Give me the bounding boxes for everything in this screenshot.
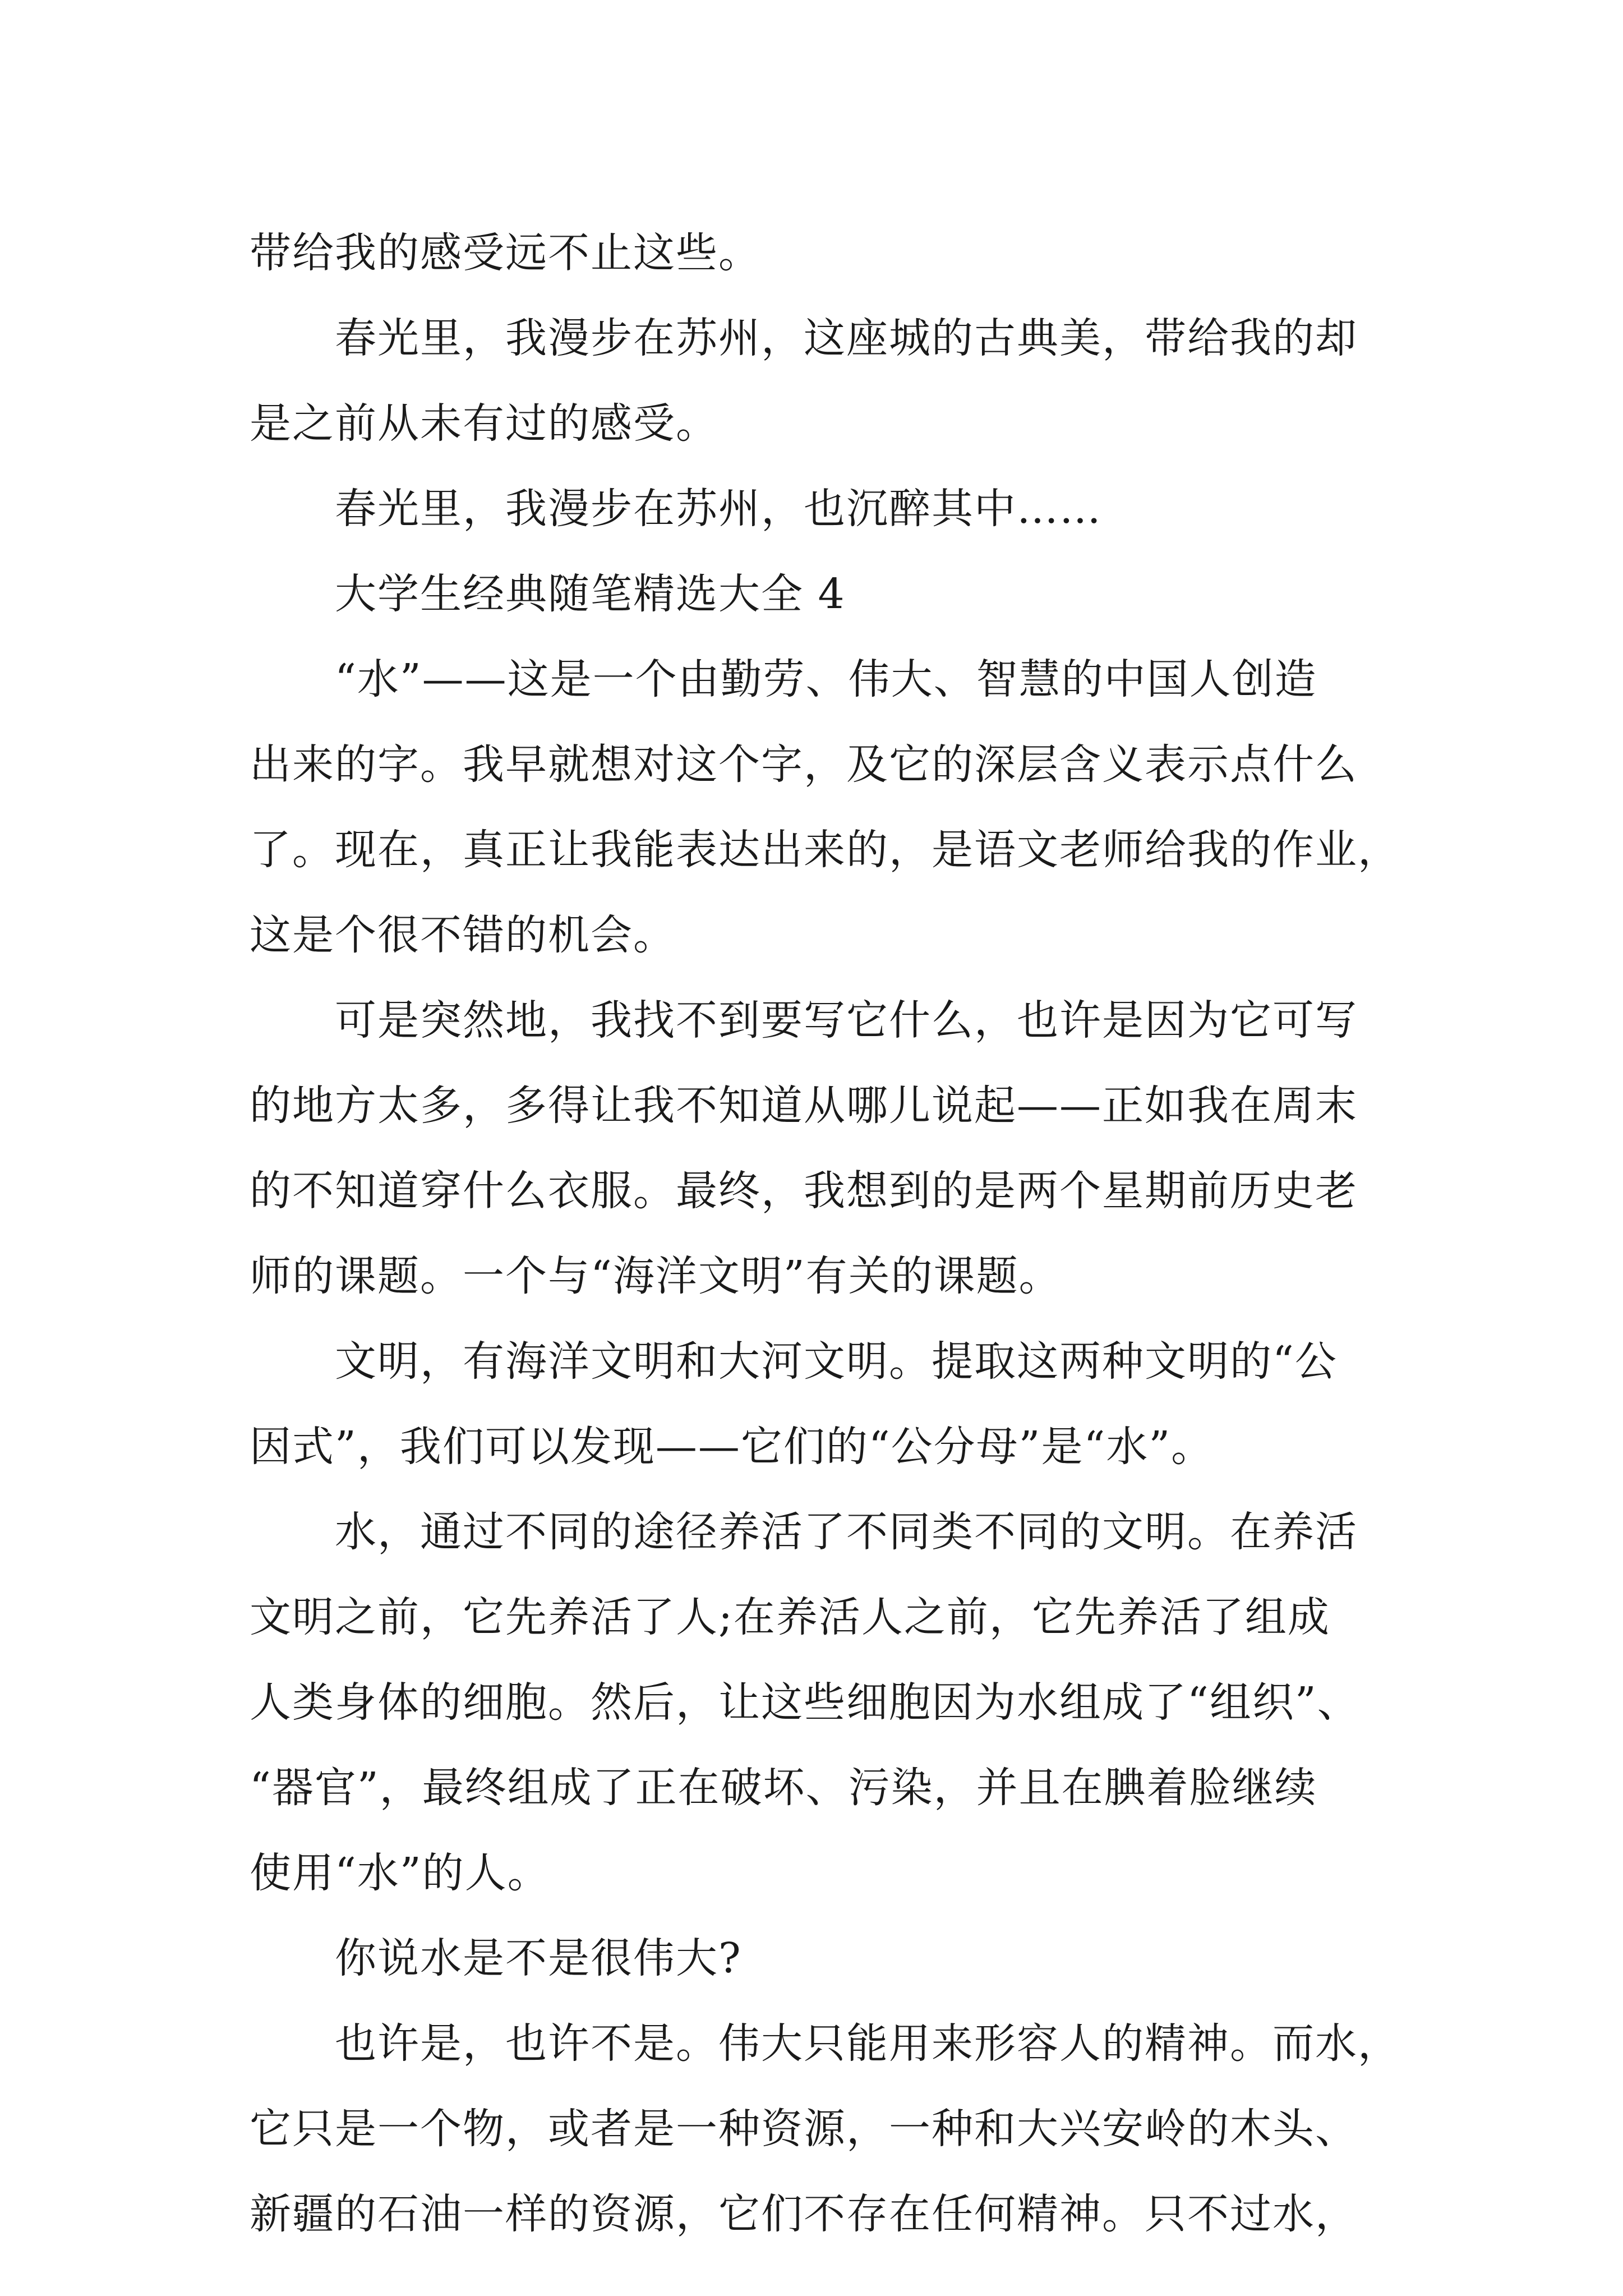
text-line: 你说水是不是很伟大?: [335, 1934, 742, 1982]
section-heading: 大学生经典随笔精选大全 4: [335, 570, 846, 618]
text-line: 春光里，我漫步在苏州，也沉醉其中……: [335, 485, 1102, 533]
text-line: 这是个很不错的机会。: [250, 911, 676, 959]
text-line: 水，通过不同的途径养活了不同类不同的文明。在养活: [335, 1508, 1358, 1556]
text-line: 是之前从未有过的感受。: [250, 399, 718, 448]
text-line: 人类身体的细胞。然后，让这些细胞因为水组成了“组织”、: [250, 1678, 1360, 1727]
text-line: 带给我的感受远不止这些。: [250, 229, 761, 277]
text-line: 的地方太多，多得让我不知道从哪儿说起——正如我在周末: [250, 1082, 1358, 1130]
text-line: “器官”，最终组成了正在破坏、污染，并且在腆着脸继续: [250, 1764, 1317, 1812]
text-line: 出来的字。我早就想对这个字，及它的深层含义表示点什么: [250, 740, 1358, 789]
text-line: 师的课题。一个与“海洋文明”有关的课题。: [250, 1252, 1062, 1300]
text-line: 新疆的石油一样的资源，它们不存在任何精神。只不过水，: [250, 2190, 1358, 2238]
text-line: 的不知道穿什么衣服。最终，我想到的是两个星期前历史老: [250, 1167, 1358, 1215]
text-line: 了。现在，真正让我能表达出来的，是语文老师给我的作业，: [250, 826, 1400, 874]
text-line: “水”——这是一个由勤劳、伟大、智慧的中国人创造: [335, 655, 1317, 703]
text-line: 也许是，也许不是。伟大只能用来形容人的精神。而水，: [335, 2019, 1400, 2068]
text-line: 因式”，我们可以发现——它们的“公分母”是“水”。: [250, 1423, 1214, 1471]
text-line: 文明，有海洋文明和大河文明。提取这两种文明的“公: [335, 1337, 1338, 1386]
document-body: [250, 210, 1422, 2257]
text-line: 春光里，我漫步在苏州，这座城的古典美，带给我的却: [335, 314, 1358, 362]
text-line: 可是突然地，我找不到要写它什么，也许是因为它可写: [335, 996, 1358, 1045]
text-line: 它只是一个物，或者是一种资源，一种和大兴安岭的木头、: [250, 2105, 1358, 2153]
text-line: 使用“水”的人。: [250, 1849, 550, 1897]
text-line: 文明之前，它先养活了人;在养活人之前，它先养活了组成: [250, 1593, 1330, 1641]
